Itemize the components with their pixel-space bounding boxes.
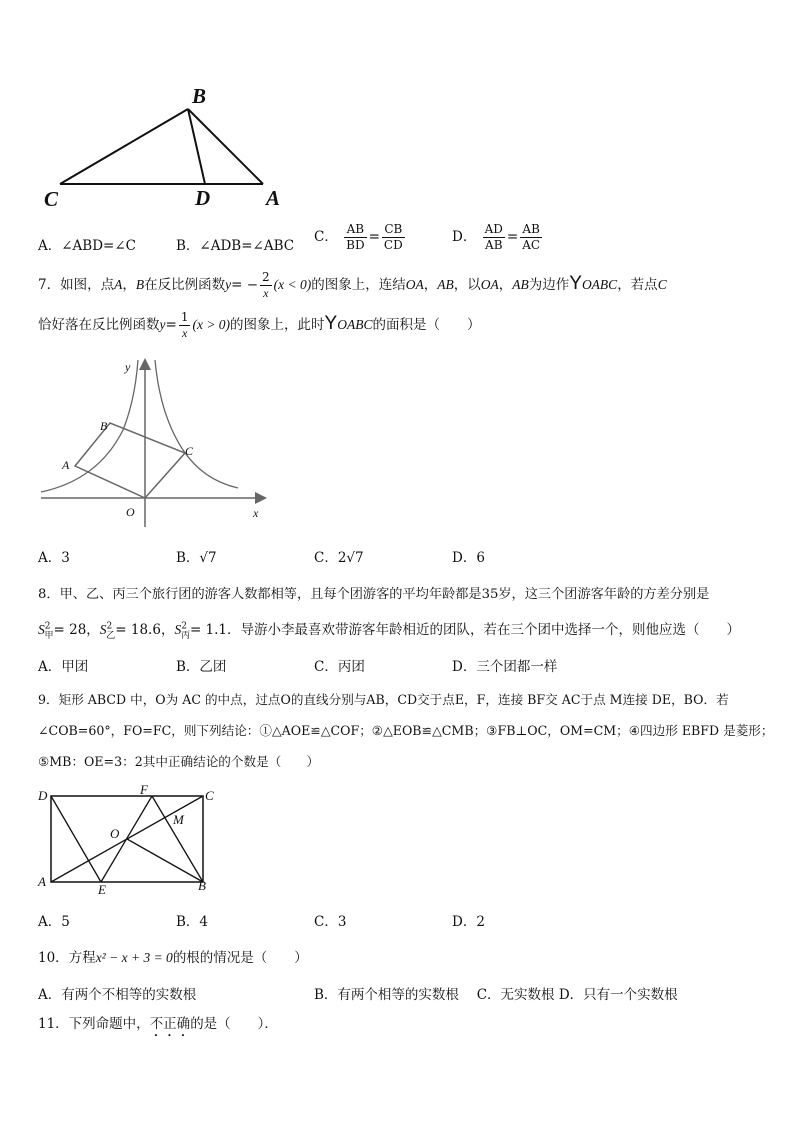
- label-a: A: [38, 874, 46, 889]
- segment-de: [51, 796, 101, 882]
- q8-line-1: 8．甲、乙、丙三个旅行团的游客人数都相等，且每个团游客的平均年龄都是35岁，这三个团游客年龄的方差分别是: [38, 587, 710, 602]
- q8-option-d: D．三个团都一样: [452, 659, 558, 675]
- q7-option-b: B．√7: [176, 550, 217, 566]
- segment-cb: [60, 109, 188, 184]
- q8-option-c: C．丙团: [314, 659, 365, 675]
- q10-question: 10．方程x² − x + 3 = 0的根的情况是（ ）: [38, 950, 308, 966]
- q10-option-bcd: B．有两个相等的实数根 C．无实数根 D．只有一个实数根: [314, 987, 678, 1003]
- label-d: D: [38, 788, 48, 803]
- q6-option-c: C． $\frac{AB}{BD}$ = $\frac{CB}{CD}$: [314, 222, 403, 252]
- q8-option-a: A．甲团: [38, 659, 89, 675]
- q9-option-b: B．4: [176, 914, 209, 930]
- q7-line-1: 7．如图，点A，B在反比例函数y= − $\frac{2}{x}$ (x < 0)的图象上，连结OA，AB，以OA，AB为边作YOABC，若点C: [38, 270, 667, 300]
- fraction: $\frac{AB}{AC}$: [522, 222, 541, 252]
- q9-option-a: A．5: [38, 914, 70, 930]
- label-f: F: [140, 782, 148, 797]
- segment-bo: [127, 839, 203, 882]
- label-o: O: [110, 826, 120, 841]
- label-b: B: [198, 878, 206, 893]
- q7-option-c: C．2√7: [314, 550, 364, 566]
- q9-line-1: 9．矩形 ABCD 中，O为 AC 的中点，过点O的直线分别与AB，CD交于点E，F，连接 BF交 AC于点 M连接 DE，BO．若: [38, 692, 729, 707]
- fraction: $\frac{AD}{AB}$: [484, 222, 503, 252]
- label-c: C: [44, 187, 59, 211]
- label-b: B: [100, 419, 108, 433]
- q7-option-a: A．3: [38, 550, 70, 566]
- label-d: D: [195, 186, 211, 210]
- label-a: A: [266, 186, 281, 210]
- q7-line-2: 恰好落在反比例函数y= $\frac{1}{x}$ (x > 0)的图象上，此时YOABC的面积是（ ）: [38, 310, 481, 340]
- label-x: x: [253, 506, 259, 520]
- segment-bf: [152, 796, 203, 882]
- q9-option-d: D．2: [452, 914, 485, 930]
- label-c: C: [205, 788, 214, 803]
- rectangle-figure: [38, 786, 218, 896]
- q6-option-a: A．∠ABD=∠C: [38, 238, 137, 254]
- q10-option-a: A．有两个不相等的实数根: [38, 987, 197, 1003]
- right-branch-curve: [155, 360, 238, 488]
- segment-ba: [188, 109, 263, 184]
- parallelogram-oabc: [75, 423, 185, 498]
- fraction: $\frac{1}{x}$: [180, 310, 189, 340]
- q9-line-3: ⑤MB：OE=3：2其中正确结论的个数是（ ）: [38, 754, 320, 769]
- label-e: E: [98, 882, 106, 897]
- label-a: A: [62, 458, 70, 472]
- q11-question: 11．下列命题中，不正确的是（ ）．: [38, 1016, 278, 1032]
- fraction: $\frac{CB}{CD}$: [383, 222, 403, 252]
- label-c: C: [185, 444, 194, 458]
- q8-line-2: $S^2_甲= 28$，$S^2_乙= 18.6$，$S^2_丙= 1.1$．导游小李最喜欢带游客年龄相近的团队，若在三个团中选择一个，则他应选（ ）: [38, 621, 741, 641]
- inverse-function-figure: [38, 355, 278, 530]
- q7-option-d: D．6: [452, 550, 485, 566]
- q6-option-b: B．∠ADB=∠ABC: [176, 238, 295, 254]
- triangle-figure: [38, 80, 298, 215]
- q6-option-d: D． $\frac{AD}{AB}$ = $\frac{AB}{AC}$: [452, 222, 541, 252]
- label-m: M: [173, 812, 184, 827]
- fraction: $\frac{2}{x}$: [262, 270, 270, 300]
- segment-bd: [188, 109, 205, 184]
- q9-option-c: C．3: [314, 914, 347, 930]
- q8-option-b: B．乙团: [176, 659, 227, 675]
- label-o: O: [126, 505, 135, 519]
- segment-ef: [101, 796, 152, 882]
- label-b: B: [192, 84, 207, 108]
- fraction: $\frac{AB}{BD}$: [346, 222, 365, 252]
- q9-line-2: ∠COB=60°，FO=FC，则下列结论：①△AOE≌△COF；②△EOB≌△CMB；③FB⊥OC，OM=CM；④四边形 EBFD 是菱形；: [38, 723, 774, 738]
- label-y: y: [125, 360, 131, 374]
